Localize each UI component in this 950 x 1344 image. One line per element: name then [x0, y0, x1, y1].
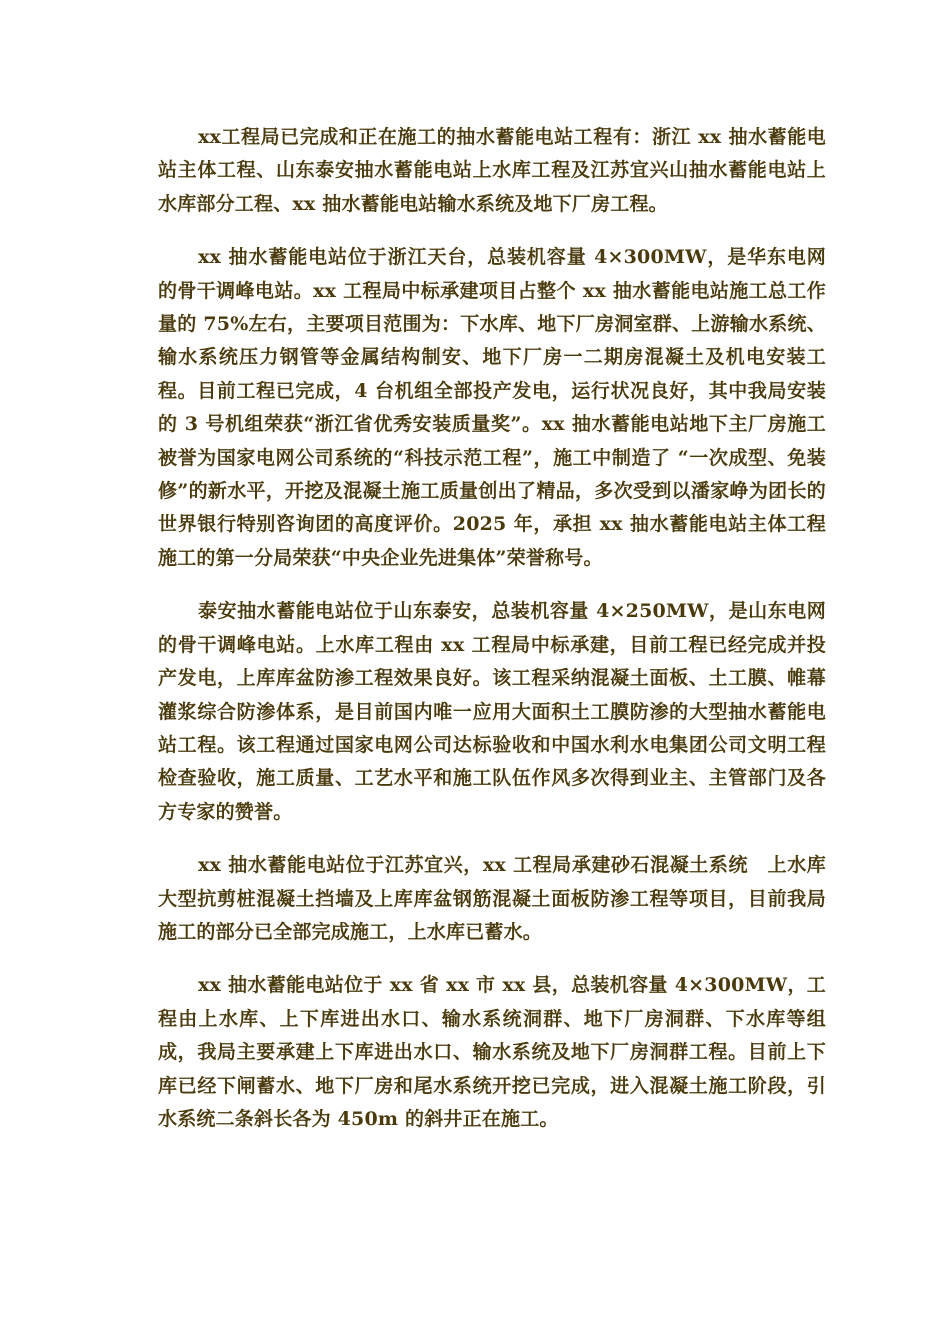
paragraph-pumped-storage-overview: xx工程局已完成和正在施工的抽水蓄能电站工程有：浙江 xx 抽水蓄能电站主体工程、山东泰安抽水蓄能电站上水库工程及江苏宜兴山抽水蓄能电站上水库部分工程、xx 抽水蓄能电站输水系统及地下厂房工程。 [158, 126, 826, 215]
document-body [158, 121, 826, 1156]
paragraph-taian-station: 泰安抽水蓄能电站位于山东泰安，总装机容量 4×250MW，是山东电网的骨干调峰电站。上水库工程由 xx 工程局中标承建，目前工程已经完成并投产发电，上库库盆防渗工程效果良好。该工程采纳混凝土面板、土工膜、帷幕灌浆综合防渗体系，是目前国内唯一应用大面积土工膜防渗的大型抽水蓄能电站工程。该工程通过国家电网公司达标验收和中国水利水电集团公司文明工程检查验收，施工质量、工艺水平和施工队伍作风多次得到业主、主管部门及各方专家的赞誉。 [158, 600, 826, 823]
paragraph-zhejiang-station: xx 抽水蓄能电站位于浙江天台，总装机容量 4×300MW，是华东电网的骨干调峰电站。xx 工程局中标承建项目占整个 xx 抽水蓄能电站施工总工作量的 75%左右，主要项目范围为：下水库、地下厂房洞室群、上游输水系统、输水系统压力钢管等金属结构制安、地下厂房一二期房混凝土及机电安装工程。目前工程已完成，4 台机组全部投产发电，运行状况良好，其中我局安装的 3 号机组荣获“浙江省优秀安装质量奖”。xx 抽水蓄能电站地下主厂房施工被誉为国家电网公司系统的“科技示范工程”，施工中制造了 “一次成型、免装修”的新水平，开挖及混凝土施工质量创出了精品，多次受到以潘家峥为团长的世界银行特别咨询团的高度评价。2025 年，承担 xx 抽水蓄能电站主体工程施工的第一分局荣获“中央企业先进集体”荣誉称号。 [158, 246, 826, 569]
paragraph-yixing-station: xx 抽水蓄能电站位于江苏宜兴，xx 工程局承建砂石混凝土系统 上水库大型抗剪桩混凝土挡墙及上库库盆钢筋混凝土面板防渗工程等项目，目前我局施工的部分已全部完成施工，上水库已蓄水。 [158, 854, 826, 943]
paragraph-fifth-station: xx 抽水蓄能电站位于 xx 省 xx 市 xx 县，总装机容量 4×300MW，工程由上水库、上下库进出水口、输水系统洞群、地下厂房洞群、下水库等组成，我局主要承建上下库进出水口、输水系统及地下厂房洞群工程。目前上下库已经下闸蓄水、地下厂房和尾水系统开挖已完成，进入混凝土施工阶段，引水系统二条斜长各为 450m 的斜井正在施工。 [158, 974, 826, 1130]
